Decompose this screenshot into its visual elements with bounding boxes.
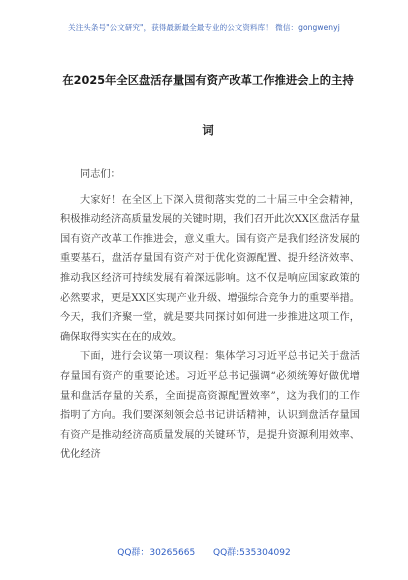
paragraph-opening: 大家好！在全区上下深入贯彻落实党的二十届三中全会精神，积极推动经济高质量发展的关键时期，我们召开此次XX区盘活存量国有资产改革工作推进会，意义重大。国有资产是我们经济发展的重要基石，盘活存量国有资产对于优化资源配置、提升经济效率、推动我区经济可持续发展有着深远影响。这不仅是响应国家政策的必然要求，更是XX区实现产业升级、增强综合竞争力的重要举措。今天，我们齐聚一堂，就是要共同探讨如何进一步推进这项工作，确保取得实实在在的成效。 xyxy=(60,194,360,343)
document-title: 在2025年全区盘活存量国有资产改革工作推进会上的主持 xyxy=(62,74,354,87)
salutation: 同志们： xyxy=(80,169,121,180)
footer-qq-group-1: QQ群：30265665 xyxy=(117,548,196,558)
document-body xyxy=(60,165,360,465)
header-promo-note: 关注头条号"公文研究"，获得最新最全最专业的公文资料库！ 微信：gongwenyj xyxy=(68,23,340,32)
document-title-continuation: 词 xyxy=(202,124,214,137)
footer-contact xyxy=(0,545,408,558)
footer-qq-group-2: QQ群:535304092 xyxy=(212,548,291,558)
paragraph-agenda: 下面，进行会议第一项议程：集体学习习近平总书记关于盘活存量国有资产的重要论述。习近平总书记强调“必须统筹好做优增量和盘活存量的关系，全面提高资源配置效率”，这为我们的工作指明了方向。我们要深刻领会总书记讲话精神，认识到盘活存量国有资产是推动经济高质量发展的关键环节，是提升资源利用效率、优化经济 xyxy=(60,351,360,461)
